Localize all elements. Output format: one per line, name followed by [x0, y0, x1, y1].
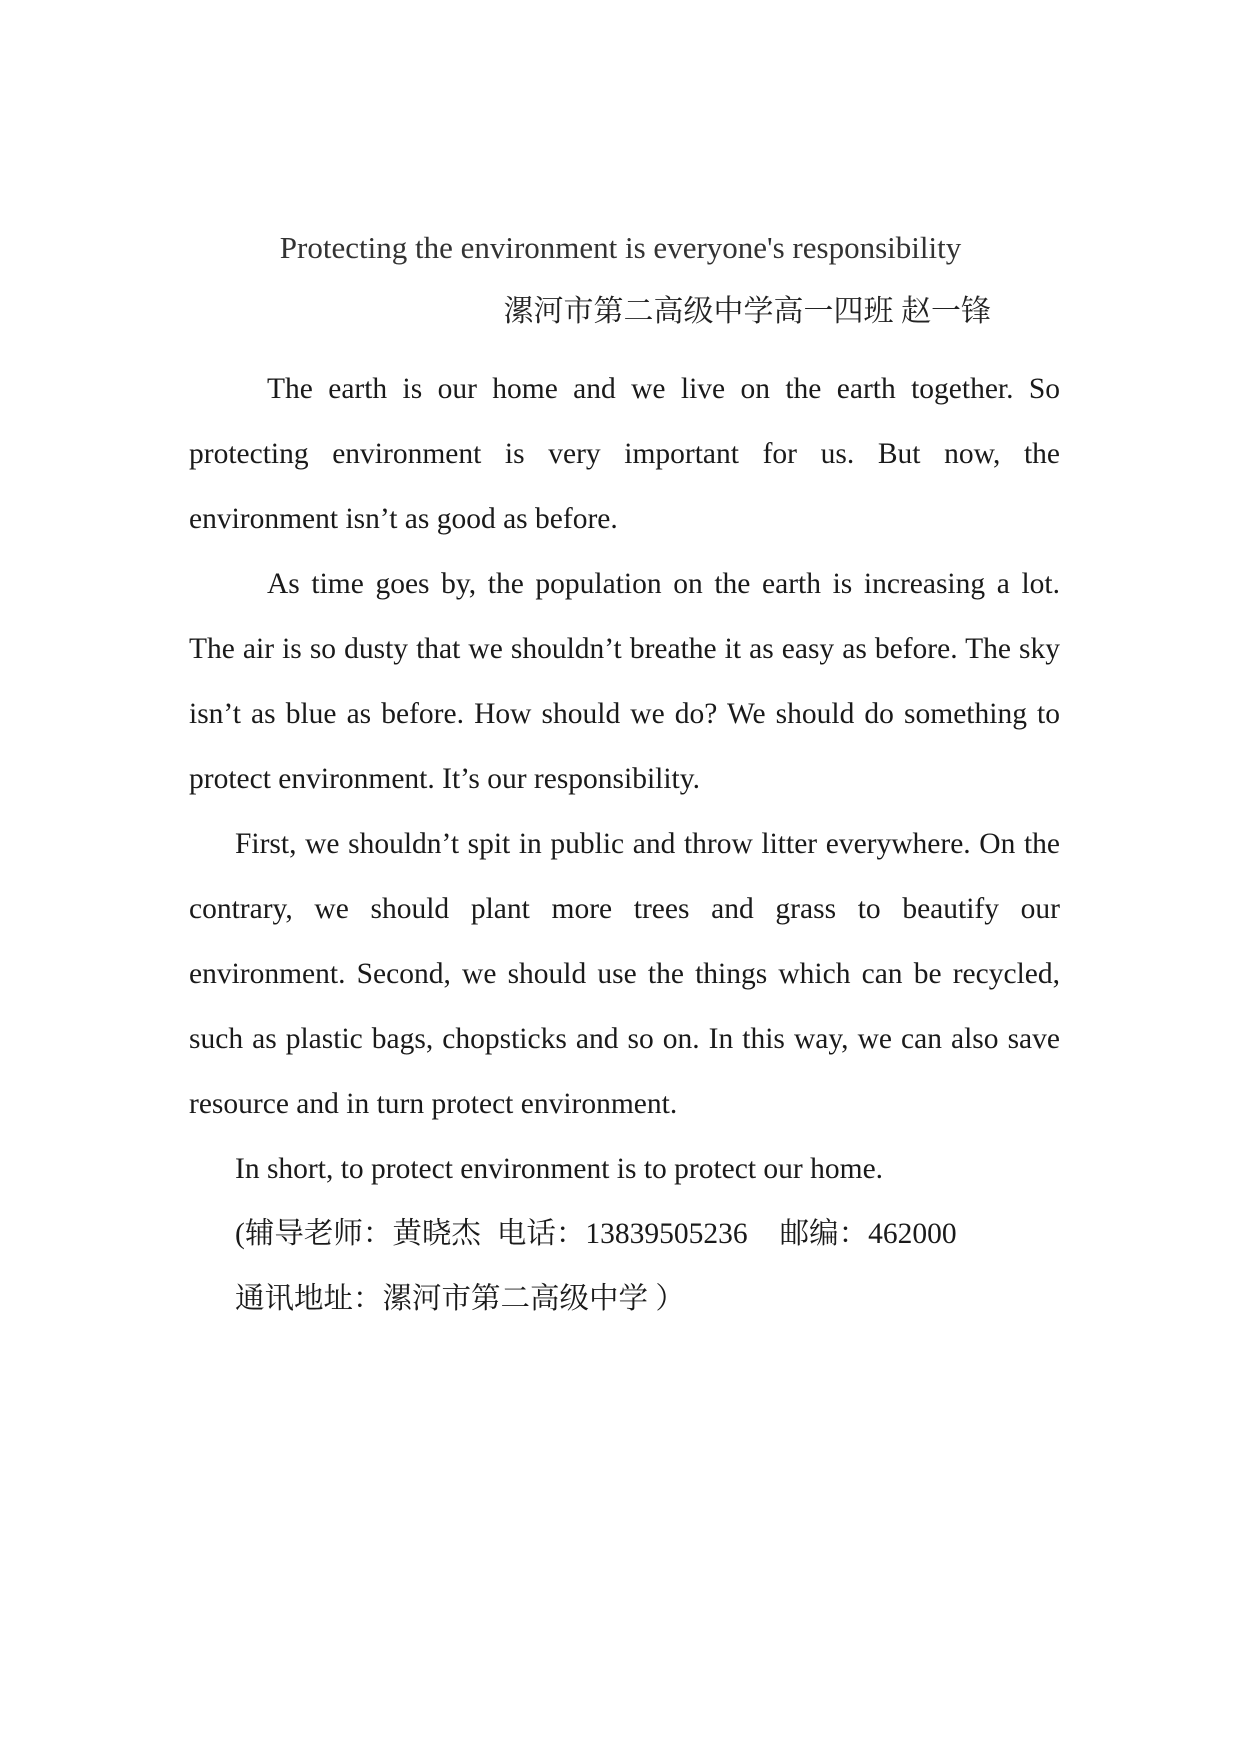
address-line: 通讯地址：漯河市第二高级中学 ） [235, 1283, 685, 1315]
paragraph-3: First, we shouldn’t spit in public and throw litter everywhere. On the contrary, we should plant more trees and grass to beautify our environment. Second, we should use the things which can be recycled, such as plastic bags, chopsticks and so on. In this way, we can also save resource and in turn protect environment. [189, 828, 1060, 1120]
teacher-info: (辅导老师：黄晓杰 [235, 1218, 481, 1250]
contact-line [189, 1202, 1060, 1267]
postcode-info: 邮编：462000 [779, 1218, 957, 1250]
author-line: 漯河市第二高级中学高一四班 赵一锋 [503, 295, 991, 328]
essay-body [189, 357, 1060, 1332]
paragraph-2: As time goes by, the population on the earth is increasing a lot. The air is so dusty that we shouldn’t breathe it as easy as before. The sky isn’t as blue as before. How should we do? We should do something to protect environment. It’s our responsibility. [189, 568, 1060, 795]
paragraph-4: In short, to protect environment is to protect our home. [235, 1153, 884, 1185]
essay-title: Protecting the environment is everyone's responsibility [279, 230, 962, 265]
paragraph-1: The earth is our home and we live on the earth together. So protecting environment is very important for us. But now, the environment isn’t as good as before. [189, 373, 1060, 535]
phone-info: 电话：13839505236 [496, 1218, 748, 1250]
